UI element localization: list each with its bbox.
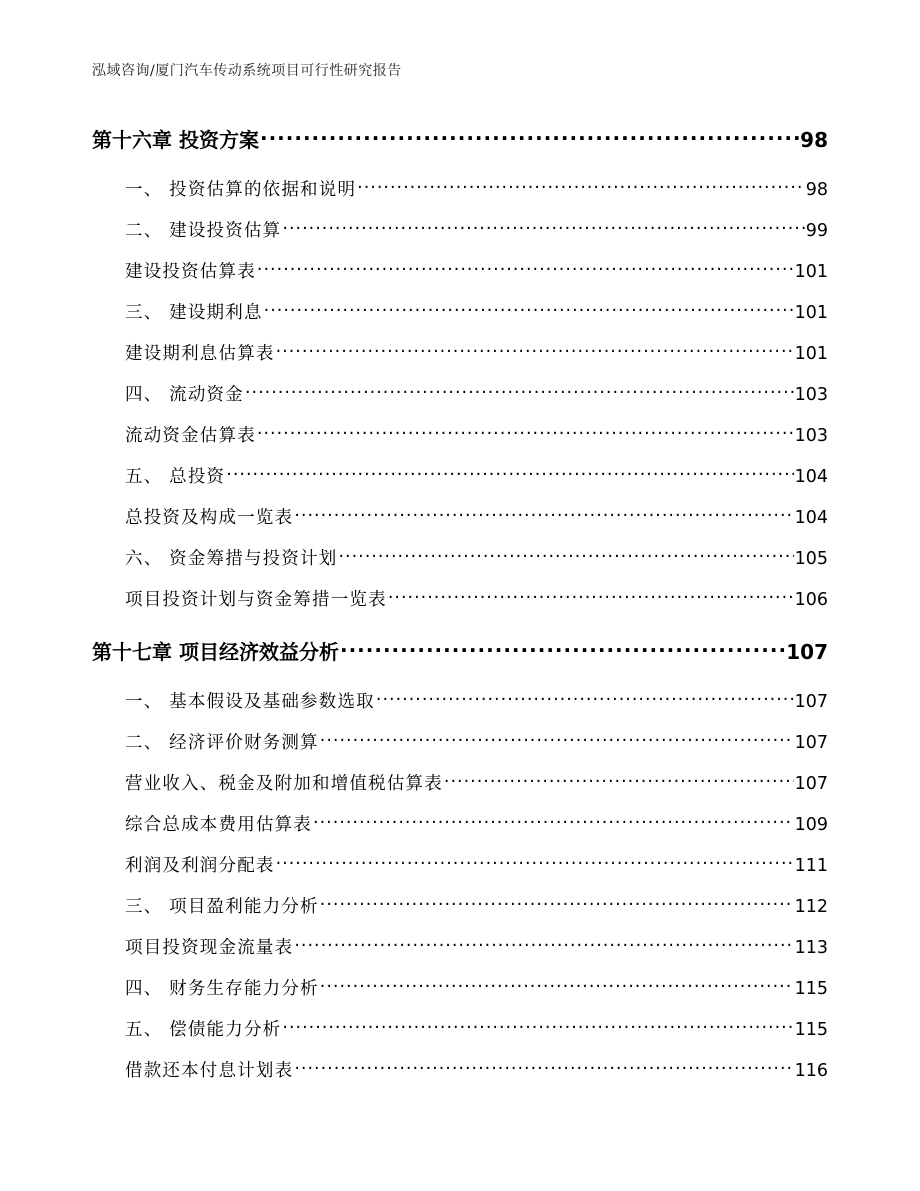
toc-section[interactable] <box>125 422 828 447</box>
toc-entry-label: 一、 基本假设及基础参数选取 <box>125 692 375 712</box>
toc-entry-label: 一、 投资估算的依据和说明 <box>125 180 357 200</box>
toc-section[interactable] <box>125 340 828 365</box>
toc-leader-dots <box>257 260 794 278</box>
toc-page-number: 105 <box>794 549 828 569</box>
toc-page-number: 104 <box>794 467 828 487</box>
toc-entry-label: 项目投资现金流量表 <box>125 938 294 958</box>
toc-section[interactable] <box>125 688 828 713</box>
toc-leader-dots <box>245 383 794 401</box>
toc-page-number: 113 <box>794 938 828 958</box>
toc-page-number: 109 <box>794 815 828 835</box>
toc-page-number: 99 <box>805 221 828 241</box>
page-header: 泓域咨询/厦门汽车传动系统项目可行性研究报告 <box>92 63 402 79</box>
toc-section[interactable] <box>125 893 828 918</box>
toc-entry-label: 五、 总投资 <box>125 467 226 487</box>
toc-entry-label: 项目投资计划与资金筹措一览表 <box>125 590 387 610</box>
toc-section[interactable] <box>125 299 828 324</box>
toc-leader-dots <box>357 178 805 196</box>
toc-entry-label: 三、 建设期利息 <box>125 303 263 323</box>
toc-section[interactable] <box>125 1057 828 1082</box>
toc-page-number: 107 <box>794 733 828 753</box>
toc-leader-dots <box>276 854 794 872</box>
toc-chapter-17[interactable] <box>92 636 828 665</box>
toc-entry-label: 四、 财务生存能力分析 <box>125 979 319 999</box>
toc-page-number: 98 <box>805 180 828 200</box>
toc-leader-dots <box>376 690 794 708</box>
toc-page-number: 103 <box>794 426 828 446</box>
toc-page-number: 107 <box>794 774 828 794</box>
toc-leader-dots <box>338 547 793 565</box>
toc-page-number: 104 <box>794 508 828 528</box>
toc-page-number: 112 <box>794 897 828 917</box>
toc-section[interactable] <box>125 811 828 836</box>
header-divider <box>92 88 828 89</box>
toc-section[interactable] <box>125 975 828 1000</box>
toc-section[interactable] <box>125 934 828 959</box>
toc-entry-label: 建设期利息估算表 <box>125 344 275 364</box>
toc-leader-dots <box>282 1018 793 1036</box>
toc-section[interactable] <box>125 545 828 570</box>
toc-page-number: 107 <box>786 640 828 664</box>
toc-section[interactable] <box>125 176 828 201</box>
toc-page-number: 101 <box>794 262 828 282</box>
toc-section[interactable] <box>125 217 828 242</box>
toc-section[interactable] <box>125 258 828 283</box>
toc-entry-label: 三、 项目盈利能力分析 <box>125 897 319 917</box>
toc-leader-dots <box>257 424 794 442</box>
toc-entry-label: 营业收入、税金及附加和增值税估算表 <box>125 774 443 794</box>
toc-leader-dots <box>260 127 799 147</box>
toc-leader-dots <box>444 772 794 790</box>
toc-page-number: 115 <box>794 979 828 999</box>
toc-chapter-16[interactable] <box>92 124 828 153</box>
toc-page-number: 106 <box>794 590 828 610</box>
toc-section[interactable] <box>125 504 828 529</box>
toc-leader-dots <box>320 731 794 749</box>
toc-section[interactable] <box>125 770 828 795</box>
toc-entry-label: 利润及利润分配表 <box>125 856 275 876</box>
toc-page-number: 107 <box>794 692 828 712</box>
toc-page-number: 101 <box>794 344 828 364</box>
toc-leader-dots <box>276 342 794 360</box>
toc-entry-label: 流动资金估算表 <box>125 426 256 446</box>
toc-entry-label: 六、 资金筹措与投资计划 <box>125 549 338 569</box>
toc-page-number: 111 <box>794 856 828 876</box>
toc-page-number: 101 <box>794 303 828 323</box>
toc-page-number: 116 <box>794 1061 828 1081</box>
toc-entry-label: 总投资及构成一览表 <box>125 508 294 528</box>
toc-leader-dots <box>294 936 793 954</box>
toc-leader-dots <box>320 977 794 995</box>
toc-leader-dots <box>320 895 794 913</box>
toc-entry-label: 建设投资估算表 <box>125 262 256 282</box>
toc-leader-dots <box>313 813 794 831</box>
toc-page-number: 98 <box>800 128 828 152</box>
toc-entry-label: 二、 经济评价财务测算 <box>125 733 319 753</box>
toc-leader-dots <box>294 1059 793 1077</box>
toc-entry-label: 借款还本付息计划表 <box>125 1061 294 1081</box>
toc-leader-dots <box>388 588 794 606</box>
toc-entry-label: 综合总成本费用估算表 <box>125 815 312 835</box>
toc-leader-dots <box>226 465 793 483</box>
toc-leader-dots <box>282 219 804 237</box>
toc-entry-label: 二、 建设投资估算 <box>125 221 282 241</box>
toc-leader-dots <box>294 506 793 524</box>
toc-entry-label: 五、 偿债能力分析 <box>125 1020 282 1040</box>
toc-section[interactable] <box>125 1016 828 1041</box>
toc-section[interactable] <box>125 381 828 406</box>
toc-leader-dots <box>340 639 785 659</box>
toc-page-number: 115 <box>794 1020 828 1040</box>
toc-section[interactable] <box>125 463 828 488</box>
toc-page-number: 103 <box>794 385 828 405</box>
toc-section[interactable] <box>125 852 828 877</box>
toc-section[interactable] <box>125 586 828 611</box>
toc-section[interactable] <box>125 729 828 754</box>
toc-entry-label: 第十七章 项目经济效益分析 <box>92 640 339 664</box>
toc-entry-label: 第十六章 投资方案 <box>92 128 259 152</box>
toc-leader-dots <box>264 301 794 319</box>
toc-entry-label: 四、 流动资金 <box>125 385 244 405</box>
